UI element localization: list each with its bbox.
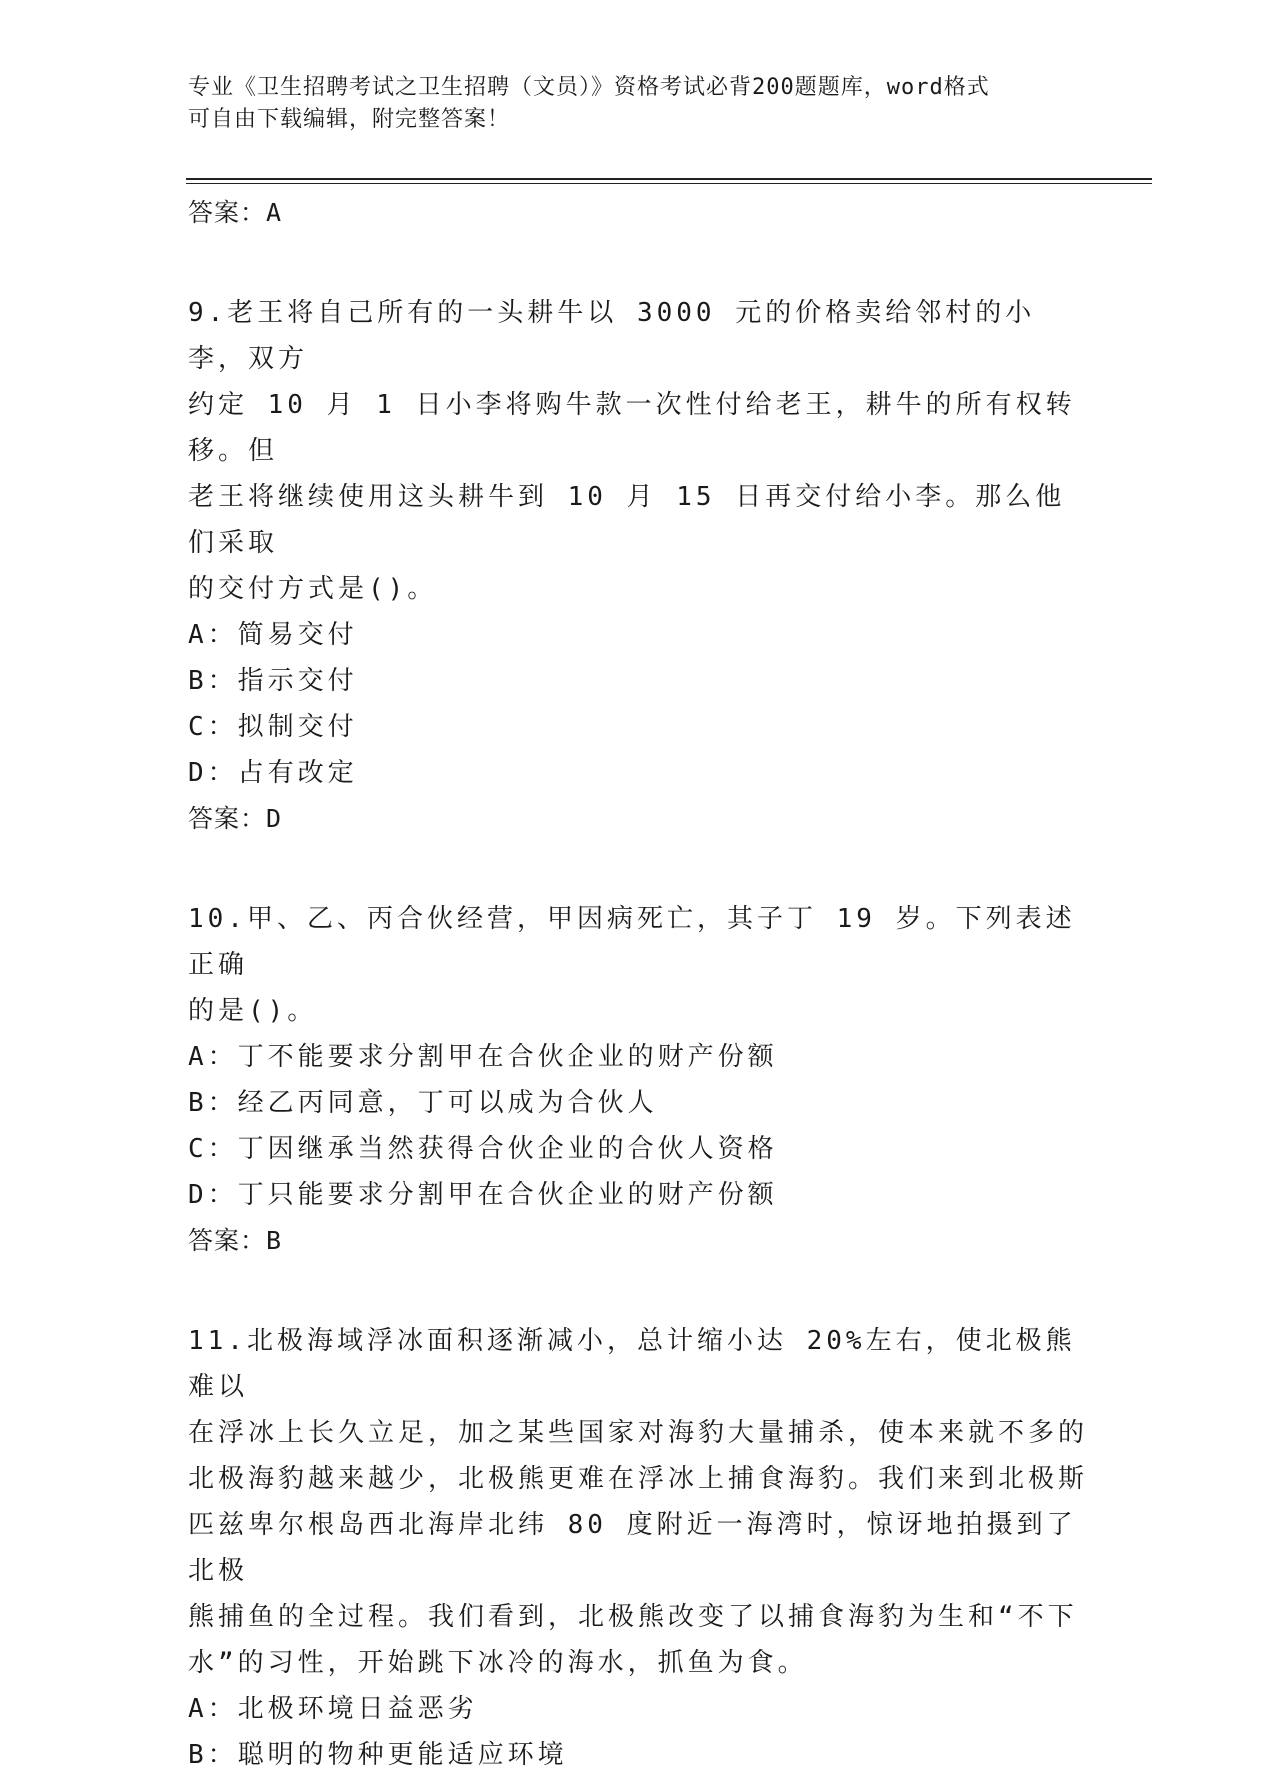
- question-text-line: 的是()。: [188, 996, 318, 1026]
- option-d: D：丁只能要求分割甲在合伙企业的财产份额: [188, 1180, 778, 1210]
- document-header: [188, 72, 1088, 136]
- question-text-line: 老王将继续使用这头耕牛到 10 月 15 日再交付给小李。那么他们采取: [188, 482, 1066, 558]
- question-text-line: 的交付方式是()。: [188, 574, 438, 604]
- header-line-2: 可自由下载编辑，附完整答案！: [188, 107, 511, 132]
- answer: 答案：B: [188, 1226, 283, 1255]
- question-11: [188, 1318, 1088, 1778]
- option-b: B：经乙丙同意，丁可以成为合伙人: [188, 1088, 658, 1118]
- question-text-line: 北极海豹越来越少，北极熊更难在浮冰上捕食海豹。我们来到北极斯: [188, 1464, 1089, 1494]
- header-rule-thin: [186, 183, 1152, 184]
- question-text-line: 9.老王将自己所有的一头耕牛以 3000 元的价格卖给邻村的小李，双方: [188, 298, 1036, 374]
- document-body: [188, 188, 1088, 1778]
- option-c: C：丁因继承当然获得合伙企业的合伙人资格: [188, 1134, 778, 1164]
- header-rule-thick: [186, 178, 1152, 180]
- question-9: [188, 290, 1088, 842]
- option-a: A：丁不能要求分割甲在合伙企业的财产份额: [188, 1042, 778, 1072]
- header-line-1: 专业《卫生招聘考试之卫生招聘（文员）》资格考试必背200题题库，word格式: [188, 75, 990, 100]
- question-text-line: 匹兹卑尔根岛西北海岸北纬 80 度附近一海湾时，惊讶地拍摄到了北极: [188, 1510, 1077, 1586]
- option-c: C：拟制交付: [188, 712, 358, 742]
- question-text-line: 11.北极海域浮冰面积逐渐减小，总计缩小达 20%左右，使北极熊难以: [188, 1326, 1076, 1402]
- option-b: B：指示交付: [188, 666, 358, 696]
- question-10: [188, 896, 1088, 1264]
- question-text-line: 水”的习性，开始跳下冰冷的海水，抓鱼为食。: [188, 1648, 808, 1678]
- option-b: B：聪明的物种更能适应环境: [188, 1740, 568, 1770]
- question-text-line: 约定 10 月 1 日小李将购牛款一次性付给老王，耕牛的所有权转移。但: [188, 390, 1076, 466]
- question-text-line: 在浮冰上长久立足，加之某些国家对海豹大量捕杀，使本来就不多的: [188, 1418, 1089, 1448]
- option-a: A：北极环境日益恶劣: [188, 1694, 478, 1724]
- question-text-line: 熊捕鱼的全过程。我们看到，北极熊改变了以捕食海豹为生和“不下: [188, 1602, 1078, 1632]
- question-text-line: 10.甲、乙、丙合伙经营，甲因病死亡，其子丁 19 岁。下列表述正确: [188, 904, 1076, 980]
- answer-previous: 答案：A: [188, 198, 283, 227]
- option-a: A：简易交付: [188, 620, 358, 650]
- answer: 答案：D: [188, 804, 283, 833]
- option-d: D：占有改定: [188, 758, 358, 788]
